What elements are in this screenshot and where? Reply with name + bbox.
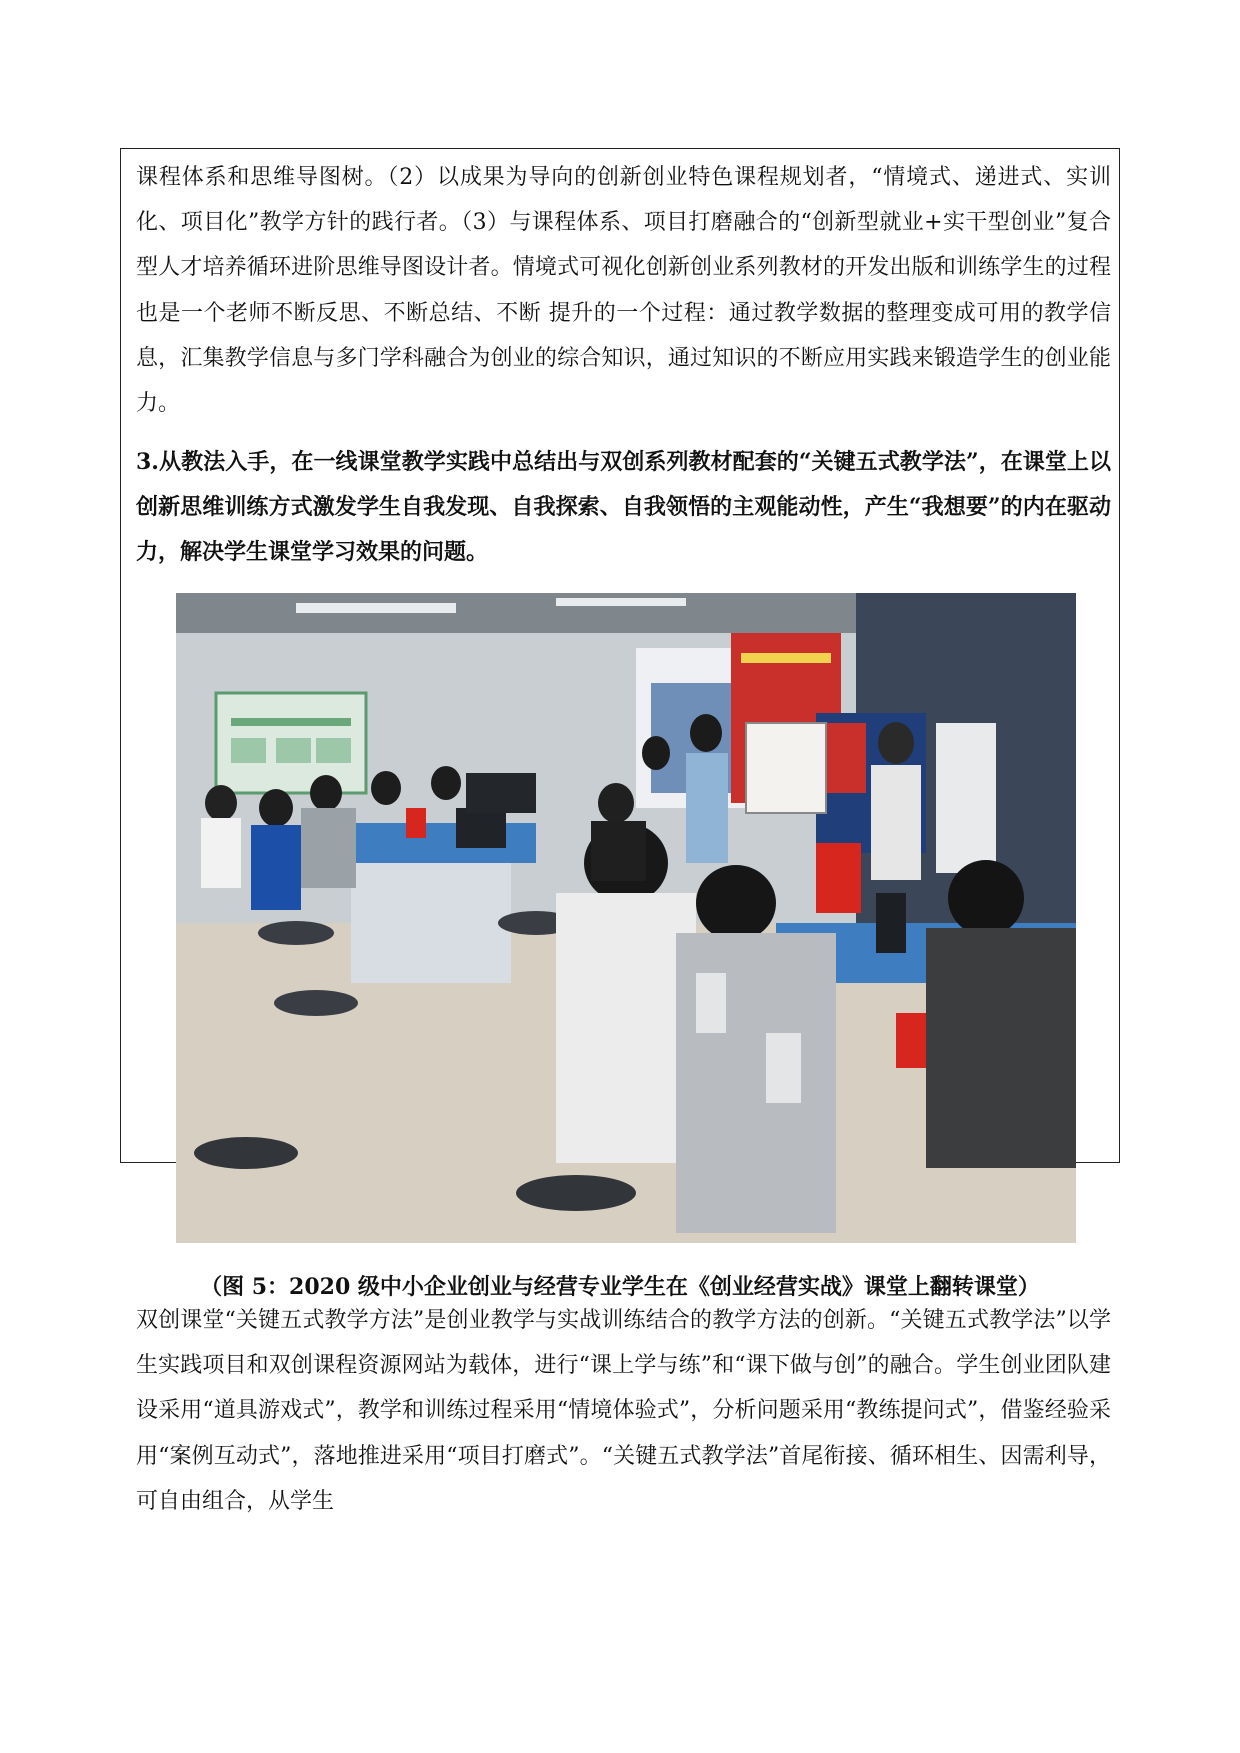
body-paragraph-1: 课程体系和思维导图树。（2）以成果为导向的创新创业特色课程规划者，“情境式、递进式、实训化、项目化”教学方针的践行者。（3）与课程体系、项目打磨融合的“创新型就业+实干型创业”复合型人才培养循环进阶思维导图设计者。情境式可视化创新创业系列教材的开发出版和训练学生的过程也是一个老师不断反思、不断总结、不断 提升的一个过程：通过教学数据的整理变成可用的教学信息，汇集教学信息与多门学科融合为创业的综合知识，通过知识的不断应用实践来锻造学生的创业能力。 bbox=[136, 165, 1111, 417]
classroom-photo bbox=[176, 593, 1076, 1243]
figure-caption: （图 5：2020 级中小企业创业与经营专业学生在《创业经营实战》课堂上翻转课堂） bbox=[200, 1274, 1040, 1300]
section-heading-paragraph: 3.从教法入手，在一线课堂教学实践中总结出与双创系列教材配套的“关键五式教学法”，在课堂上以创新思维训练方式激发学生自我发现、自我探索、自我领悟的主观能动性，产生“我想要”的内在驱动力，解决学生课堂学习效果的问题。 bbox=[136, 449, 1111, 566]
body-paragraph-2: 双创课堂“关键五式教学方法”是创业教学与实战训练结合的教学方法的创新。“关键五式教学法”以学生实践项目和双创课程资源网站为载体，进行“课上学与练”和“课下做与创”的融合。学生创业团队建设采用“道具游戏式”，教学和训练过程采用“情境体验式”，分析问题采用“教练提问式”，借鉴经验采用“案例互动式”，落地推进采用“项目打磨式”。“关键五式教学法”首尾衔接、循环相生、因需利导，可自由组合，从学生 bbox=[136, 1308, 1111, 1514]
